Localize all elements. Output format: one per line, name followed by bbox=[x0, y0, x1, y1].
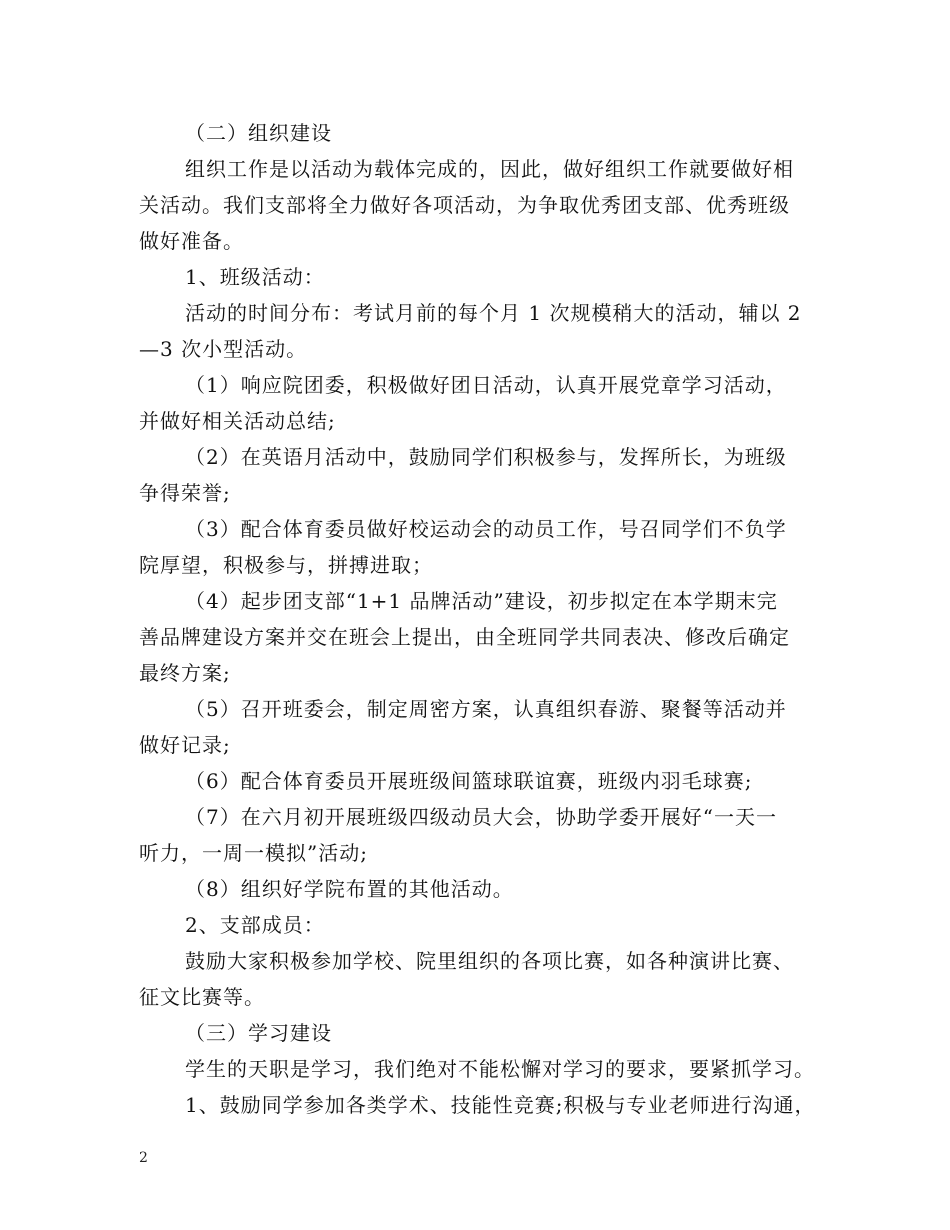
paragraph-line: 听力，一周一模拟”活动; bbox=[139, 841, 368, 865]
paragraph bbox=[139, 511, 819, 583]
paragraph-line: （6）配合体育委员开展班级间篮球联谊赛，班级内羽毛球赛; bbox=[185, 769, 753, 793]
paragraph-line: 善品牌建设方案并交在班会上提出，由全班同学共同表决、修改后确定 bbox=[139, 625, 790, 649]
paragraph-line: 1、班级活动： bbox=[185, 265, 325, 289]
paragraph bbox=[139, 259, 819, 295]
paragraph-line: 做好准备。 bbox=[139, 229, 244, 253]
paragraph-line: （二）组织建设 bbox=[185, 121, 332, 145]
paragraph bbox=[139, 439, 819, 511]
paragraph-line: 1、鼓励同学参加各类学术、技能性竞赛;积极与专业老师进行沟通， bbox=[185, 1093, 816, 1117]
paragraph bbox=[139, 115, 819, 151]
paragraph bbox=[139, 691, 819, 763]
paragraph-line: （2）在英语月活动中，鼓励同学们积极参与，发挥所长，为班级 bbox=[185, 445, 787, 469]
paragraph bbox=[139, 295, 819, 367]
paragraph bbox=[139, 1051, 819, 1087]
paragraph-line: 做好记录; bbox=[139, 733, 231, 757]
paragraph bbox=[139, 799, 819, 871]
paragraph bbox=[139, 1015, 819, 1051]
paragraph-line: 最终方案; bbox=[139, 661, 231, 685]
paragraph-line: （4）起步团支部“1+1 品牌活动”建设，初步拟定在本学期末完 bbox=[185, 589, 778, 613]
paragraph-line: 活动的时间分布：考试月前的每个月 1 次规模稍大的活动，辅以 2 bbox=[185, 301, 802, 325]
paragraph-line: 院厚望，积极参与，拼搏进取； bbox=[139, 553, 433, 577]
paragraph-line: （8）组织好学院布置的其他活动。 bbox=[185, 877, 514, 901]
page-number: 2 bbox=[139, 1150, 148, 1166]
paragraph-line: （三）学习建设 bbox=[185, 1021, 332, 1045]
paragraph bbox=[139, 763, 819, 799]
paragraph-line: 学生的天职是学习，我们绝对不能松懈对学习的要求，要紧抓学习。 bbox=[185, 1057, 815, 1081]
paragraph-line: （3）配合体育委员做好校运动会的动员工作，号召同学们不负学 bbox=[185, 517, 787, 541]
paragraph bbox=[139, 367, 819, 439]
paragraph-line: 争得荣誉; bbox=[139, 481, 231, 505]
paragraph bbox=[139, 943, 819, 1015]
paragraph-line: （5）召开班委会，制定周密方案，认真组织春游、聚餐等活动并 bbox=[185, 697, 787, 721]
paragraph bbox=[139, 1087, 819, 1123]
paragraph bbox=[139, 907, 819, 943]
paragraph-line: 鼓励大家积极参加学校、院里组织的各项比赛，如各种演讲比赛、 bbox=[185, 949, 794, 973]
paragraph-line: 并做好相关活动总结; bbox=[139, 409, 336, 433]
paragraph bbox=[139, 583, 819, 691]
paragraph-line: （1）响应院团委，积极做好团日活动，认真开展党章学习活动， bbox=[185, 373, 787, 397]
paragraph-line: —3 次小型活动。 bbox=[139, 337, 308, 361]
paragraph-line: 组织工作是以活动为载体完成的，因此，做好组织工作就要做好相 bbox=[185, 157, 794, 181]
paragraph-line: 关活动。我们支部将全力做好各项活动，为争取优秀团支部、优秀班级 bbox=[139, 193, 790, 217]
paragraph bbox=[139, 871, 819, 907]
paragraph bbox=[139, 151, 819, 259]
paragraph-line: 2、支部成员： bbox=[185, 913, 325, 937]
paragraph-line: （7）在六月初开展班级四级动员大会，协助学委开展好“一天一 bbox=[185, 805, 777, 829]
paragraph-line: 征文比赛等。 bbox=[139, 985, 265, 1009]
